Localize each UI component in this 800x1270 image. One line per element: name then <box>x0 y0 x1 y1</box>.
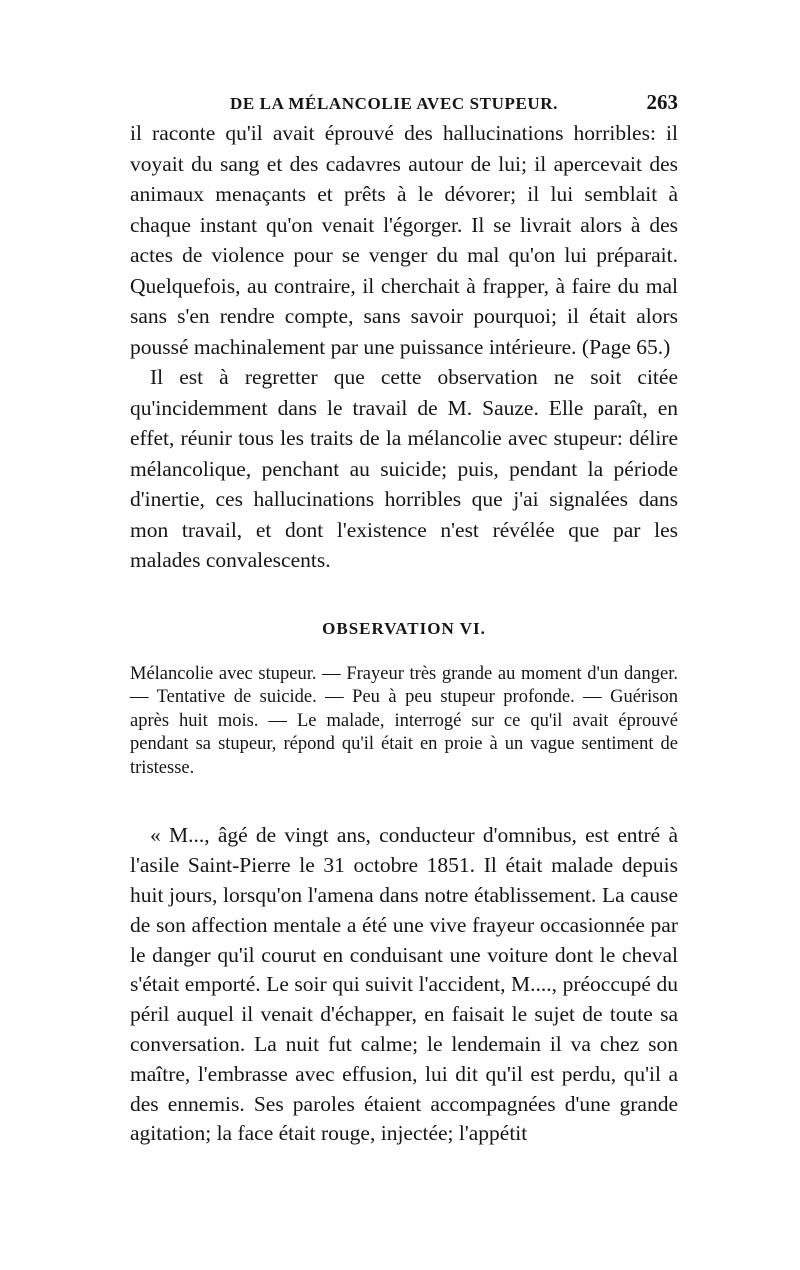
running-title: DE LA MÉLANCOLIE AVEC STUPEUR. <box>230 94 559 113</box>
page-header <box>130 90 678 118</box>
page-number: 263 <box>646 90 678 114</box>
observation-heading: OBSERVATION VI. <box>322 618 486 638</box>
book-page <box>130 90 678 1149</box>
case-text: « M..., âgé de vingt ans, conducteur d'omnibus, est entré à l'asile Saint-Pierre le 31 octobre 1851. Il était malade depuis huit jours, lorsqu'on l'amena dans notre établissement. La cause de son affection mentale a été une vive frayeur occasionnée par le danger qu'il courut en conduisant une voiture dont le cheval s'était emporté. Le soir qui suivit l'accident, M...., préoccupé du péril auquel il venait d'échapper, en faisait le sujet de toute sa conversation. La nuit fut calme; le lendemain il va chez son maître, l'embrasse avec effusion, lui dit qu'il est perdu, qu'il a des ennemis. Ses paroles étaient accompagnées d'une grande agitation; la face était rouge, injectée; l'appétit <box>130 823 678 1146</box>
observation-summary: Mélancolie avec stupeur. — Frayeur très grande au moment d'un danger. — Tentative de suicide. — Peu à peu stupeur profonde. — Guérison après huit mois. — Le malade, interrogé sur ce qu'il avait éprouvé pendant sa stupeur, répond qu'il était en proie à un vague sentiment de tristesse. <box>130 663 678 778</box>
paragraph-continuation: il raconte qu'il avait éprouvé des hallucinations horribles: il voyait du sang et des cadavres autour de lui; il apercevait des animaux menaçants et prêts à le dévorer; il lui semblait à chaque instant qu'on venait l'égorger. Il se livrait alors à des actes de violence pour se venger du mal qu'on lui préparait. Quelquefois, au contraire, il cherchait à frapper, à faire du mal sans s'en rendre compte, sans savoir pourquoi; il était alors poussé machinalement par une puissance intérieure. (Page 65.) <box>130 121 678 359</box>
paragraph-commentary: Il est à regretter que cette observation ne soit citée qu'incidemment dans le travail de M. Sauze. Elle paraît, en effet, réunir tous les traits de la mélancolie avec stupeur: délire mélancolique, penchant au suicide; puis, pendant la période d'inertie, ces hallucinations horribles que j'ai signalées dans mon travail, et dont l'existence n'est révélée que par les malades convalescents. <box>130 365 678 572</box>
body-text <box>130 118 678 576</box>
